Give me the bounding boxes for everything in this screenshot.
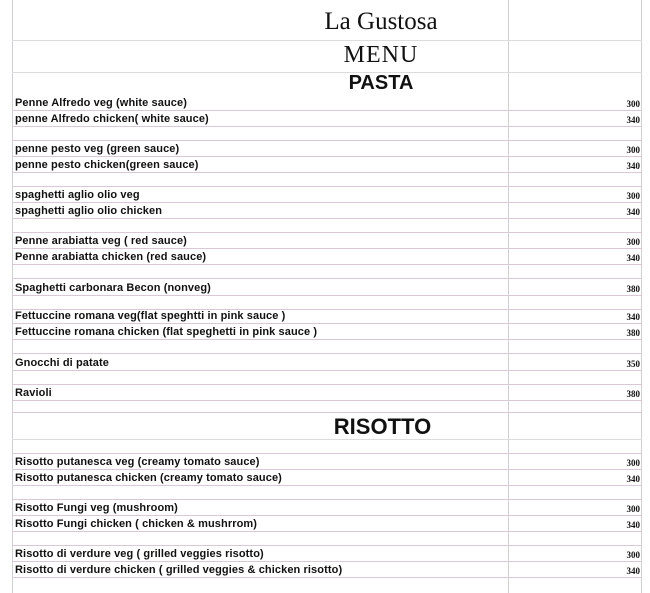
spacer-row (12, 532, 642, 546)
list-item (12, 141, 642, 157)
list-item (12, 249, 642, 265)
item-name: Risotto putanesca chicken (creamy tomato sauce) (15, 472, 282, 484)
item-name: Penne arabiatta chicken (red sauce) (15, 251, 207, 263)
item-price: 380 (626, 328, 640, 338)
item-price: 300 (626, 237, 640, 247)
item-price: 340 (626, 161, 640, 171)
spacer-row (12, 440, 642, 454)
item-name: Risotto di verdure chicken ( grilled veggies & chicken risotto) (15, 564, 343, 576)
list-item (12, 233, 642, 249)
item-name: Fettuccine romana chicken (flat speghetti in pink sauce ) (15, 326, 318, 338)
spacer-row (12, 486, 642, 500)
spacer-row (12, 219, 642, 233)
item-price: 340 (626, 312, 640, 322)
item-price: 340 (626, 566, 640, 576)
item-price: 350 (626, 359, 640, 369)
item-name: Risotto putanesca veg (creamy tomato sauce) (15, 456, 260, 468)
section-title-risotto: RISOTTO (333, 414, 432, 439)
list-item (12, 500, 642, 516)
section-title-pasta: PASTA (348, 72, 414, 94)
item-price: 300 (626, 145, 640, 155)
list-item (12, 385, 642, 401)
item-price: 340 (626, 474, 640, 484)
list-item (12, 562, 642, 578)
restaurant-name: La Gustosa (324, 8, 438, 35)
list-item (12, 95, 642, 111)
item-name: Risotto di verdure veg ( grilled veggies risotto) (15, 548, 264, 560)
spacer-row (12, 401, 642, 413)
item-price: 300 (626, 458, 640, 468)
spacer-row (12, 340, 642, 354)
item-price: 380 (626, 389, 640, 399)
list-item (12, 324, 642, 340)
list-item (12, 354, 642, 371)
spacer-row (12, 296, 642, 310)
spacer-row (12, 173, 642, 187)
item-price: 380 (626, 284, 640, 294)
list-item (12, 203, 642, 219)
item-price: 340 (626, 115, 640, 125)
item-name: Fettuccine romana veg(flat speghtti in pink sauce ) (15, 310, 286, 322)
item-name: Risotto Fungi chicken ( chicken & mushrrom) (15, 518, 258, 530)
item-name: spaghetti aglio olio chicken (15, 205, 163, 217)
item-name: Penne Alfredo veg (white sauce) (15, 97, 188, 109)
item-name: Ravioli (15, 387, 52, 399)
list-item (12, 310, 642, 324)
item-price: 340 (626, 520, 640, 530)
list-item (12, 516, 642, 532)
list-item (12, 454, 642, 470)
item-name: Gnocchi di patate (15, 357, 109, 369)
list-item (12, 187, 642, 203)
item-price: 340 (626, 253, 640, 263)
item-name: spaghetti aglio olio veg (15, 189, 140, 201)
item-price: 340 (626, 207, 640, 217)
spacer-row (12, 578, 642, 593)
list-item (12, 470, 642, 486)
spacer-row (12, 127, 642, 141)
item-price: 300 (626, 191, 640, 201)
item-name: Risotto Fungi veg (mushroom) (15, 502, 178, 514)
item-name: penne Alfredo chicken( white sauce) (15, 113, 209, 125)
spacer-row (12, 265, 642, 279)
item-name: penne pesto veg (green sauce) (15, 143, 180, 155)
list-item (12, 111, 642, 127)
list-item (12, 546, 642, 562)
item-price: 300 (626, 504, 640, 514)
item-name: Spaghetti carbonara Becon (nonveg) (15, 282, 211, 294)
item-price: 300 (626, 99, 640, 109)
menu-title: MENU (343, 42, 419, 68)
spacer-row (12, 371, 642, 385)
item-name: penne pesto chicken(green sauce) (15, 159, 199, 171)
item-name: Penne arabiatta veg ( red sauce) (15, 235, 187, 247)
list-item (12, 157, 642, 173)
list-item (12, 279, 642, 296)
item-price: 300 (626, 550, 640, 560)
